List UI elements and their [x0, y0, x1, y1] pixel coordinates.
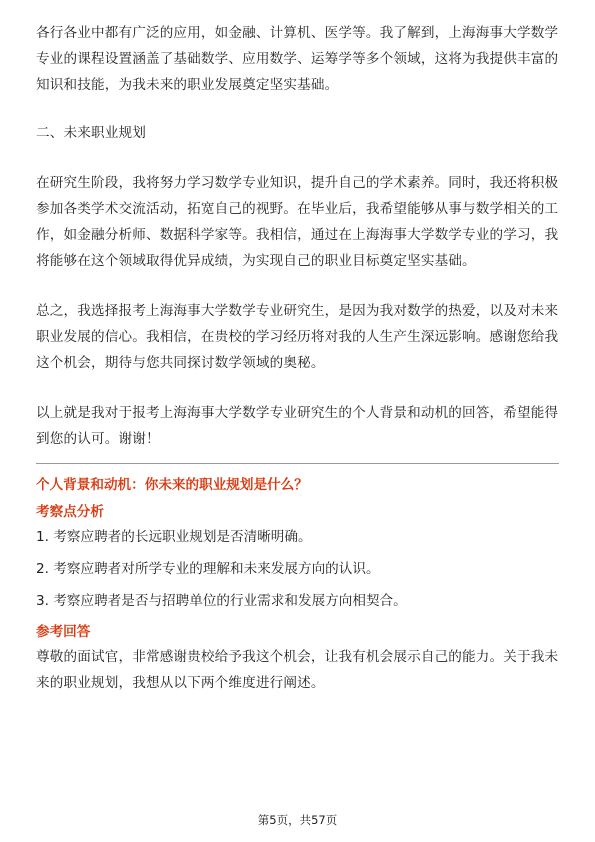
answer-title: 参考回答: [36, 624, 91, 640]
page-number: 第5页，共57页: [257, 813, 338, 827]
analysis-item: 2. 考察应聘者对所学专业的理解和未来发展方向的认识。: [36, 561, 380, 577]
section-divider: [36, 463, 559, 464]
body-paragraph: 以上就是我对于报考上海海事大学数学专业研究生的个人背景和动机的回答，希望能得到您的认可。谢谢！: [36, 405, 559, 447]
body-paragraph: 在研究生阶段，我将努力学习数学专业知识，提升自己的学术素养。同时，我还将积极参加各类学术交流活动，拓宽自己的视野。在毕业后，我希望能够从事与数学相关的工作，如金融分析师、数据科学家等。我相信，通过在上海海事大学数学专业的学习，我将能够在这个领域取得优异成绩，为实现自己的职业目标奠定坚实基础。: [36, 175, 559, 269]
body-paragraph: 总之，我选择报考上海海事大学数学专业研究生，是因为我对数学的热爱，以及对未来职业发展的信心。我相信，在贵校的学习经历将对我的人生产生深远影响。感谢您给我这个机会，期待与您共同探讨数学领域的奥秘。: [36, 303, 559, 371]
section-heading: 二、未来职业规划: [36, 125, 146, 141]
page-content: [36, 20, 559, 696]
analysis-item: 1. 考察应聘者的长远职业规划是否清晰明确。: [36, 529, 312, 545]
body-paragraph: 各行各业中都有广泛的应用，如金融、计算机、医学等。我了解到，上海海事大学数学专业的课程设置涵盖了基础数学、应用数学、运筹学等多个领域，这将为我提供丰富的知识和技能，为我未来的职业发展奠定坚实基础。: [36, 25, 559, 93]
analysis-item: 3. 考察应聘者是否与招聘单位的行业需求和发展方向相契合。: [36, 593, 407, 609]
question-heading: 个人背景和动机：你未来的职业规划是什么？: [36, 477, 308, 493]
analysis-title: 考察点分析: [36, 504, 104, 520]
answer-paragraph: 尊敬的面试官，非常感谢贵校给予我这个机会，让我有机会展示自己的能力。关于我未来的职业规划，我想从以下两个维度进行阐述。: [36, 649, 559, 691]
